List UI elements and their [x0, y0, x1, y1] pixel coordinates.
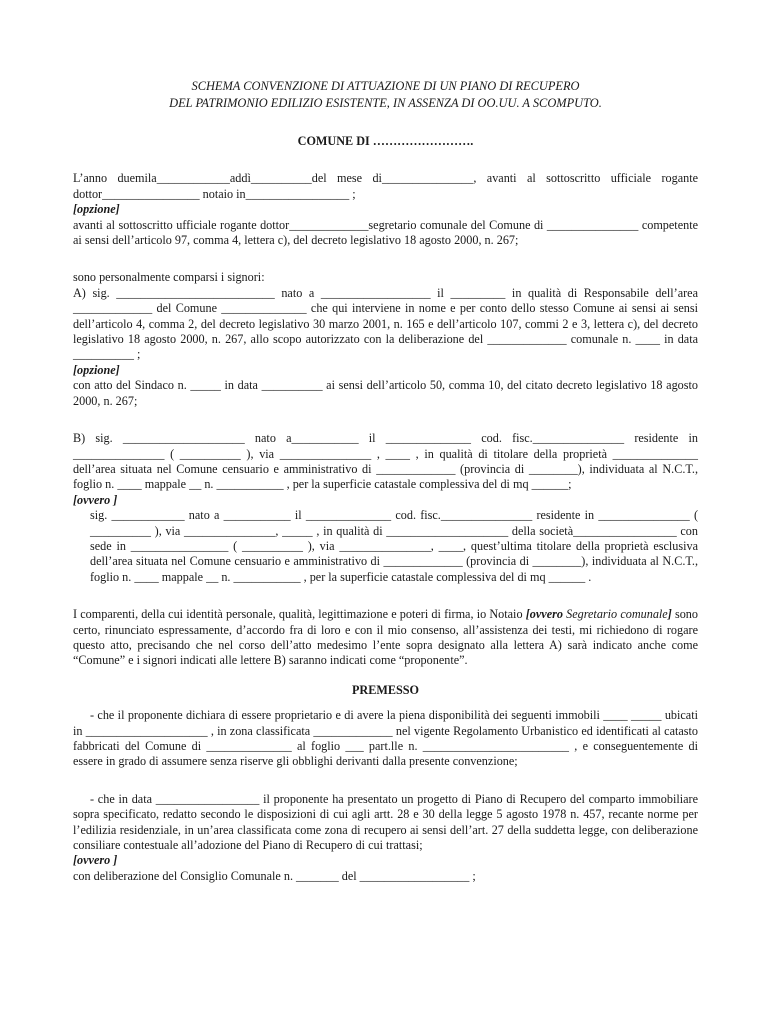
paragraph-party-b: B) sig. ____________________ nato a___________ il ______________ cod. fisc._______________ residente in _______________ ( __________ ), via _______________ , ____ , in qualità di titolare della proprietà ______________ dell’area situata nel Comune censuario e amministrativo di _____________ (provincia di ________), individuata al N.C.T., foglio n. ____ mappale __ n. ___________ , per la superficie catastale complessiva del di mq ______; — [73, 431, 698, 492]
document-page — [73, 78, 698, 884]
paragraph-segretario: avanti al sottoscritto ufficiale rogante dottor_____________segretario comunale del Comune di _______________ competente ai sensi dell’articolo 97, comma 4, lettera c), del decreto legislativo 18 agosto 2000, n. 267; — [73, 217, 698, 248]
comune-heading: COMUNE DI ……………………. — [297, 134, 474, 148]
paragraph-party-a: A) sig. __________________________ nato a __________________ il _________ in qualità di Responsabile dell’area _____________ del Comune ______________ che qui interviene in nome e per conto dello stesso Comune ai sensi ai sensi dell’articolo 4, comma 2, del decreto legislativo 30 marzo 2001, n. 165 e dell’articolo 107, commi 2 e 3, lettera c), del decreto legislativo 18 agosto 2000, n. 267, allo scopo autorizzato con la deliberazione del _____________ comunale n. ____ in data __________ ; — [73, 285, 698, 362]
ovvero-label: [ovvero ] — [73, 492, 118, 507]
option-label: [opzione] — [73, 362, 120, 377]
option-label: [opzione] — [73, 202, 120, 217]
paragraph-proprietario: - che il proponente dichiara di essere proprietario e di avere la piena disponibilità dei seguenti immobili ____ _____ ubicati in ____________________ , in zona classificata _____________ nel vigente Regolamento Urbanistico ed identificati al catasto fabbricati del Comune di ______________ al foglio ___ part.lle n. ________________________ , e conseguentemente di essere in grado di assumere senza riserve gli obblighi derivanti dalla presente convenzione; — [73, 708, 698, 769]
paragraph-anno: L’anno duemila____________addì__________del mese di_______________, avanti al sottoscritto ufficiale rogante dottor________________ notaio in_________________ ; — [73, 171, 698, 201]
paragraph-societa: sig. ____________ nato a ___________ il ______________ cod. fisc._______________ residente in _______________ ( __________ ), via _______________, _____ , in qualità di ____________________ della società_________________ con sede in ________________ ( __________ ), via _______________, ____, quest’ultima titolare della proprietà esclusiva dell’area situata nel Comune censuario e amministrativo di _____________ (provincia di ________), individuata al N.C.T., foglio n. ____ mappale __ n. ___________ , per la superficie catastale complessiva del di mq ______ . — [90, 508, 698, 584]
paragraph-deliberazione: con deliberazione del Consiglio Comunale n. _______ del __________________ ; — [73, 868, 476, 883]
ovvero-label: [ovvero ] — [73, 853, 118, 868]
document-title-line-2: DEL PATRIMONIO EDILIZIO ESISTENTE, IN ASSENZA DI OO.UU. A SCOMPUTO. — [169, 96, 602, 110]
paragraph-progetto: - che in data _________________ il proponente ha presentato un progetto di Piano di Recupero del comparto immobiliare sopra specificato, redatto secondo le disposizioni di cui agli artt. 28 e 30 della legge 5 agosto 1978 n. 457, recante norme per l’edilizia residenziale, in un’area classificata come zona di recupero ai sensi dell’art. 27 della suddetta legge, con deliberazione consiliare contestuale all’adozione del Piano di Recupero di cui trattasi; — [73, 791, 698, 853]
paragraph-sindaco: con atto del Sindaco n. _____ in data __________ ai sensi dell’articolo 50, comma 10, del citato decreto legislativo 18 agosto 2000, n. 267; — [73, 378, 698, 408]
premesso-heading: PREMESSO — [351, 682, 420, 697]
document-title-line-1: SCHEMA CONVENZIONE DI ATTUAZIONE DI UN PIANO DI RECUPERO — [191, 79, 580, 93]
paragraph-comparsi: sono personalmente comparsi i signori: — [73, 270, 265, 285]
paragraph-comparenti: I comparenti, della cui identità personale, qualità, legittimazione e poteri di firma, io Notaio [ovvero Segretario comunale] sono certo, rinunciato espressamente, d’accordo fra di loro e con il mio consenso, all’assistenza dei testi, mi richiedono di rogare questo atto, precisando che nel corso dell’atto medesimo l’ente sopra designato alla lettera A) sarà indicato anche come “Comune” e i signori indicati alle lettere B) saranno indicati come “proponente”. — [73, 607, 698, 668]
